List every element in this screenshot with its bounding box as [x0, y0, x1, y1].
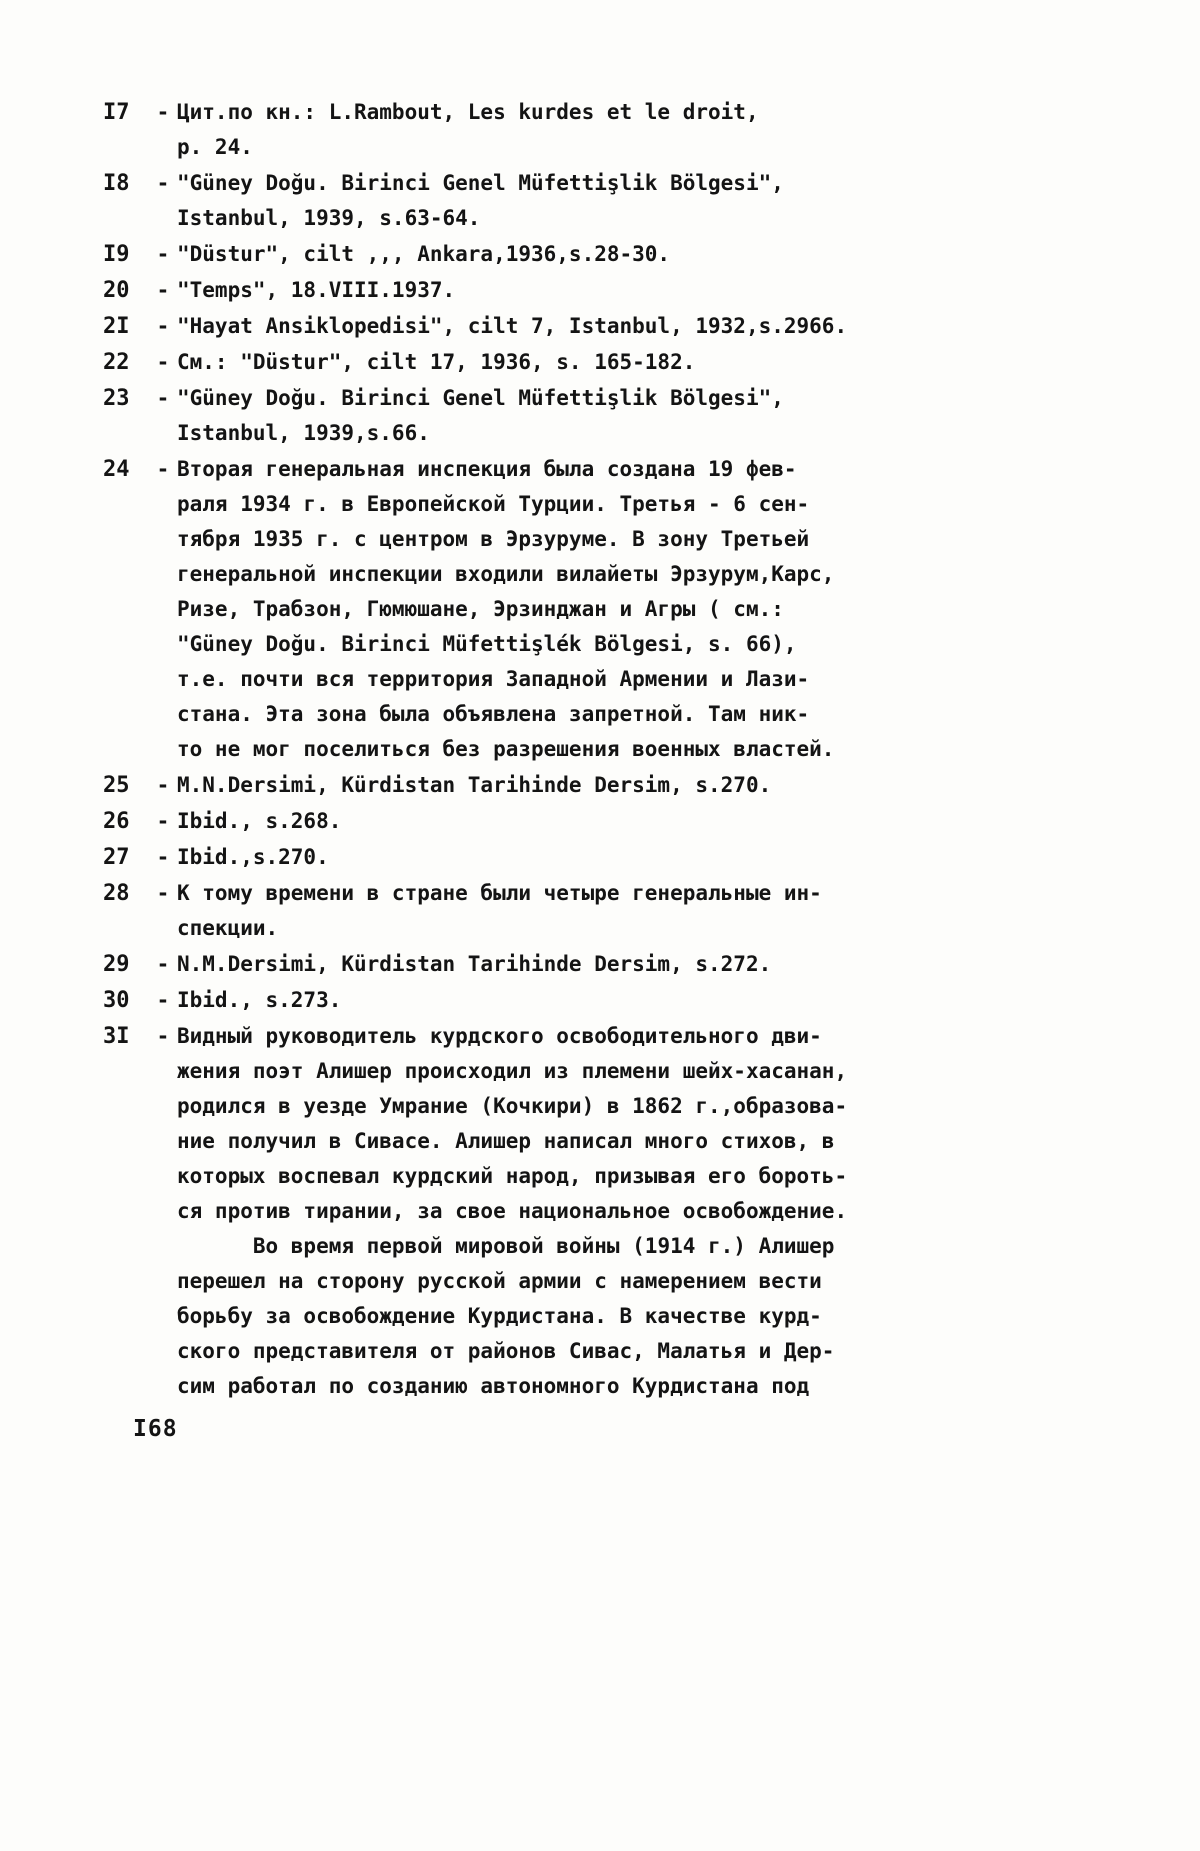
note-dash: - — [156, 809, 170, 833]
note-number: 24 — [103, 457, 130, 482]
note-text: Видный руководитель курдского освободительного дви- жения поэт Алишер происходил из племени шейх-хасанан, родился в уезде Умрание (Кочкири) в 1862 г.,образова- ние получил в Сивасе. Алишер написал много стихов, в которых воспевал курдский народ, призывая его бороть- ся против тирании, за свое национальное освобождение. Во время первой мировой войны (1914 г.) Алишер перешел на сторону русской армии с намерением вести борьбу за освобождение Курдистана. В качестве курд- ского представителя от районов Сивас, Малатья и Дер- сим работал по созданию автономного Курдистана под — [177, 1024, 848, 1398]
note-text: Ibid.,s.270. — [177, 845, 329, 869]
note-text: Ibid., s.273. — [177, 988, 342, 1012]
note-dash: - — [156, 881, 170, 905]
note-item — [103, 947, 1090, 982]
note-text: "Düstur", cilt ,,, Ankara,1936,s.28-30. — [177, 242, 671, 266]
note-item — [103, 166, 1090, 236]
note-dash: - — [156, 457, 170, 481]
note-dash: - — [156, 350, 170, 374]
note-item — [103, 95, 1090, 165]
note-item — [103, 309, 1090, 344]
note-text: "Güney Doğu. Birinci Genel Müfettişlik Bölgesi", Istanbul, 1939,s.66. — [177, 386, 784, 445]
note-dash: - — [156, 952, 170, 976]
note-number: 20 — [103, 278, 130, 303]
note-number: I7 — [103, 100, 130, 125]
note-dash: - — [156, 100, 170, 124]
note-text: Ibid., s.268. — [177, 809, 342, 833]
note-text: "Güney Doğu. Birinci Genel Müfettişlik Bölgesi", Istanbul, 1939, s.63-64. — [177, 171, 784, 230]
note-number: 25 — [103, 773, 130, 798]
note-dash: - — [156, 773, 170, 797]
note-dash: - — [156, 242, 170, 266]
note-item — [103, 804, 1090, 839]
note-number: I8 — [103, 171, 130, 196]
note-item — [103, 381, 1090, 451]
note-item — [103, 452, 1090, 767]
note-text: M.N.Dersimi, Kürdistan Tarihinde Dersim, s.270. — [177, 773, 772, 797]
note-dash: - — [156, 845, 170, 869]
note-text: Вторая генеральная инспекция была создана 19 фев- раля 1934 г. в Европейской Турции. Третья - 6 сен- тября 1935 г. с центром в Эрзуруме. В зону Третьей генеральной инспекции входили вилайеты Эрзурум,Карс, Ризе, Трабзон, Гюмюшане, Эрзинджан и Агры ( см.: "Güney Doğu. Birinci Müfettişlék Bölgesi, s. 66), т.е. почти вся территория Западной Армении и Лази- стана. Эта зона была объявлена запретной. Там ник- то не мог поселиться без разрешения военных властей. — [177, 457, 835, 761]
note-dash: - — [156, 314, 170, 338]
note-item — [103, 345, 1090, 380]
note-dash: - — [156, 386, 170, 410]
note-number: 30 — [103, 988, 130, 1013]
note-dash: - — [156, 988, 170, 1012]
page-number: I68 — [133, 1416, 178, 1442]
note-item — [103, 840, 1090, 875]
note-item — [103, 1019, 1090, 1404]
note-item — [103, 768, 1090, 803]
note-text: См.: "Düstur", cilt 17, 1936, s. 165-182. — [177, 350, 696, 374]
note-text: Цит.по кн.: L.Rambout, Les kurdes et le droit, p. 24. — [177, 100, 759, 159]
note-item — [103, 983, 1090, 1018]
note-number: 22 — [103, 350, 130, 375]
note-dash: - — [156, 171, 170, 195]
note-text: N.M.Dersimi, Kürdistan Tarihinde Dersim, s.272. — [177, 952, 772, 976]
endnotes-list — [103, 95, 1090, 1405]
note-dash: - — [156, 1024, 170, 1048]
note-item — [103, 876, 1090, 946]
note-item — [103, 237, 1090, 272]
note-number: 27 — [103, 845, 130, 870]
note-number: 28 — [103, 881, 130, 906]
note-text: "Hayat Ansiklopedisi", cilt 7, Istanbul, 1932,s.2966. — [177, 314, 848, 338]
note-text: К тому времени в стране были четыре генеральные ин- спекции. — [177, 881, 822, 940]
note-number: 26 — [103, 809, 130, 834]
note-number: 3I — [103, 1024, 130, 1049]
note-number: 2I — [103, 314, 130, 339]
note-dash: - — [156, 278, 170, 302]
note-text: "Temps", 18.VIII.1937. — [177, 278, 456, 302]
note-number: I9 — [103, 242, 130, 267]
note-number: 29 — [103, 952, 130, 977]
note-number: 23 — [103, 386, 130, 411]
note-item — [103, 273, 1090, 308]
